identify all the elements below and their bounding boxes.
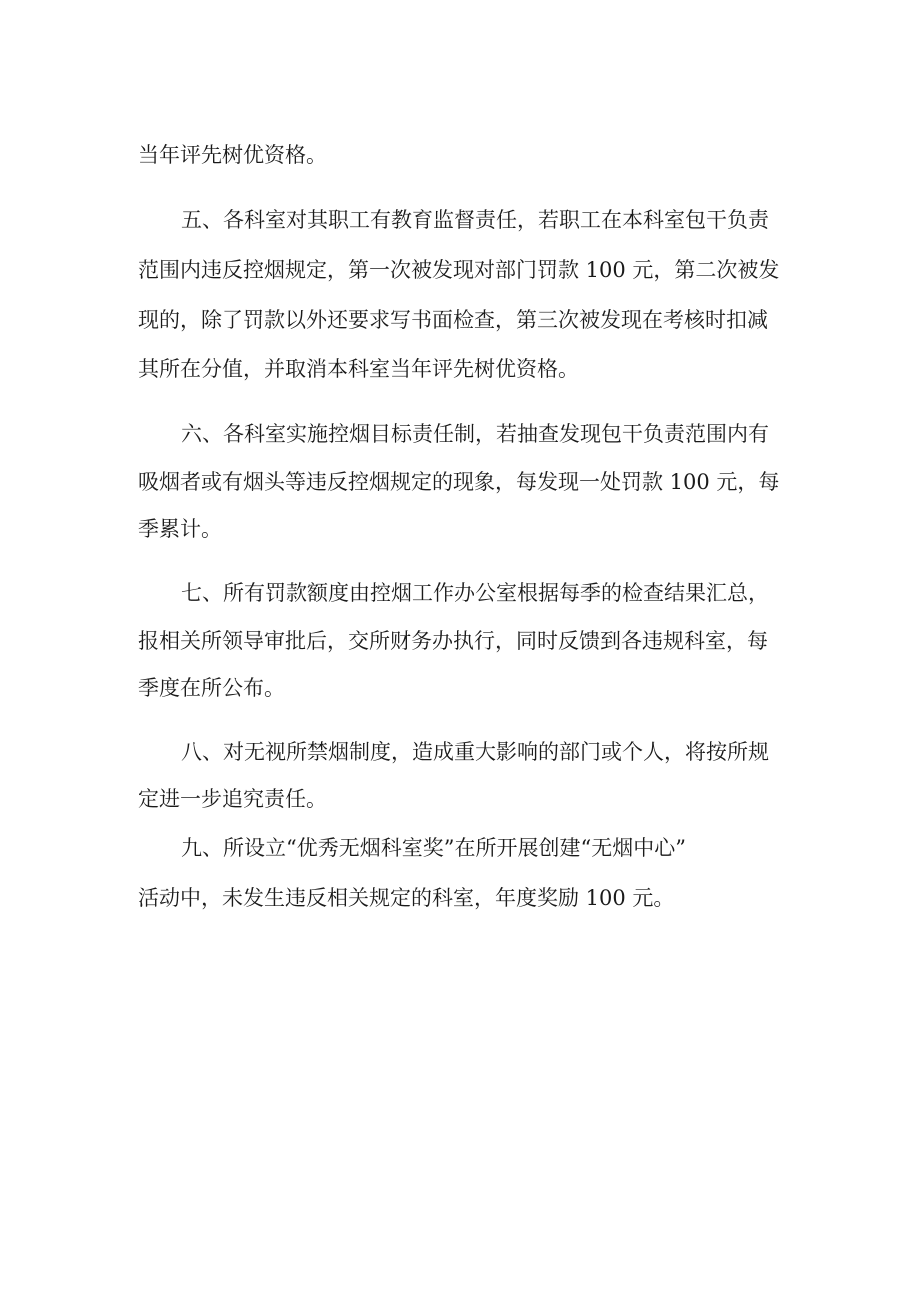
paragraph-item-6-line-1: 六、各科室实施控烟目标责任制，若抽查发现包干负责范围内有 bbox=[181, 422, 769, 446]
paragraph-item-9-line-2: 活动中，未发生违反相关规定的科室，年度奖励 100 元。 bbox=[138, 886, 675, 910]
paragraph-item-8-line-1: 八、对无视所禁烟制度，造成重大影响的部门或个人，将按所规 bbox=[181, 740, 769, 764]
paragraph-item-8-line-2: 定进一步追究责任。 bbox=[138, 787, 327, 811]
paragraph-item-5-line-2: 范围内违反控烟规定，第一次被发现对部门罚款 100 元，第二次被发 bbox=[138, 258, 780, 282]
paragraph-item-7-line-2: 报相关所领导审批后，交所财务办执行，同时反馈到各违规科室，每 bbox=[138, 629, 768, 653]
paragraph-item-7-line-1: 七、所有罚款额度由控烟工作办公室根据每季的检查结果汇总， bbox=[181, 581, 769, 605]
paragraph-item-5-line-1: 五、各科室对其职工有教育监督责任，若职工在本科室包干负责 bbox=[181, 208, 769, 232]
paragraph-item-6-line-3: 季累计。 bbox=[138, 517, 222, 541]
paragraph-item-9-line-1: 九、所设立“优秀无烟科室奖”在所开展创建“无烟中心” bbox=[181, 836, 686, 860]
paragraph-item-6-line-2: 吸烟者或有烟头等违反控烟规定的现象，每发现一处罚款 100 元，每 bbox=[138, 470, 780, 494]
paragraph-item-5-line-4: 其所在分值，并取消本科室当年评先树优资格。 bbox=[138, 357, 579, 381]
paragraph-item-5-line-3: 现的，除了罚款以外还要求写书面检查，第三次被发现在考核时扣减 bbox=[138, 308, 768, 332]
paragraph-item-7-line-3: 季度在所公布。 bbox=[138, 676, 285, 700]
paragraph-continuation-line-1: 当年评先树优资格。 bbox=[138, 143, 327, 167]
